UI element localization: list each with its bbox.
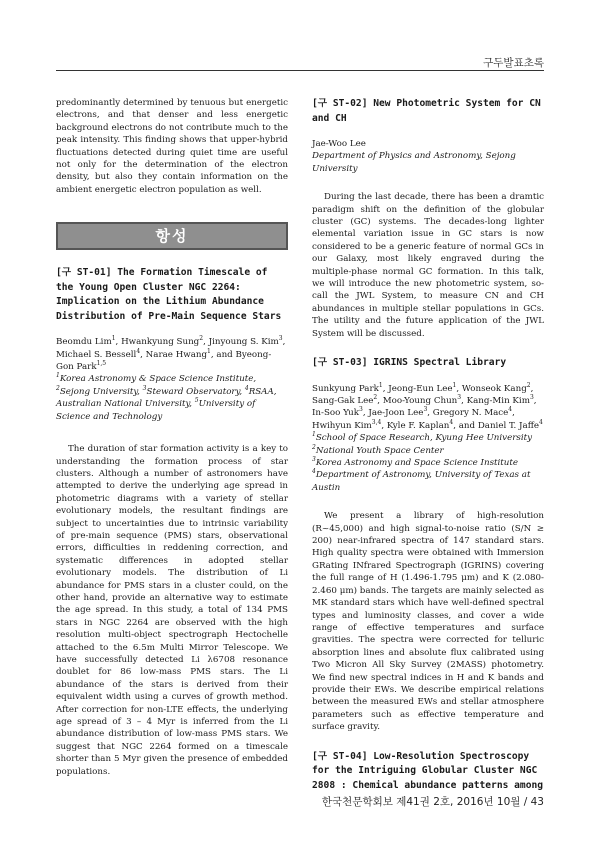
affiliation-text: School of Space Research, Kyung Hee University (315, 433, 533, 444)
author-st02: Jae-Woo Lee (312, 139, 366, 149)
author-separator: , (512, 408, 515, 419)
author-name: Beomdu Lim (56, 337, 112, 348)
affiliation-item (312, 457, 544, 469)
affiliation-text: RSAA, Australian National University, (56, 386, 277, 410)
author-separator: , (282, 337, 286, 348)
author-name: Byeong-Gon Park (56, 349, 272, 373)
author-affiliation-mark: 1 (207, 347, 211, 355)
left-column (56, 97, 288, 778)
author-affiliation-mark: 4 (539, 418, 543, 426)
affiliation-text: Korea Astronomy & Space Science Institute, (59, 374, 257, 385)
author-list-st03 (312, 383, 544, 433)
affiliation-item (56, 384, 143, 397)
author-name: Kyle F. Kaplan (386, 420, 450, 431)
author-name: Sang-Gak Lee (312, 396, 374, 406)
page-footer: 한국천문학회보 제41권 2호, 2016년 10월 / 43 (321, 796, 544, 808)
author-affiliation-mark: 1 (452, 381, 457, 389)
author-name: Michael S. Bessell (56, 349, 137, 360)
author-affiliation-mark: 3 (278, 335, 283, 343)
author-name: Moo-Young Chun (382, 396, 458, 406)
author-affiliation-mark: 3 (358, 406, 363, 414)
author-name: Gregory N. Mace (432, 408, 509, 419)
author-separator: , (456, 383, 462, 394)
affiliation-item (56, 374, 256, 384)
author-separator: , (362, 408, 369, 419)
author-name: Jeong-Eun Lee (388, 383, 453, 394)
abstract-body-st03: We present a library of high-resolution (R~45,000) and high signal-to-noise ratio (S/N ≥ 200) near-infrared spectra of 147 standard stars. High quality spectra were obtained with Immersion GRating INfrared Spectrograph (IGRINS) covering the full range of H (1.496-1.795 μm) and K (2.080-2.460 μm) bands. The targets are mainly selected as MK standard stars which have well-defined spectral types and luminosity classes, and cover a wide range of effective temperatures and surface gravities. The spectra were corrected for telluric absorption lines and absolute flux calibrated using Two Micron All Sky Survey (2MASS) photometry. We find new spectral indices in H and K bands and provide their EWs. We describe empirical relations between the measured EWs and stellar atmosphere parameters such as effective temperature and surface gravity. (312, 511, 544, 733)
author-separator: , (461, 396, 467, 406)
author-affiliation-mark: 3 (423, 406, 428, 414)
author-affiliation-mark: 1 (378, 381, 383, 389)
affiliation-mark: 2 (312, 443, 316, 451)
section-banner (56, 222, 288, 250)
affiliation-text: Department of Astronomy, University of Texas at Austin (312, 470, 531, 493)
author-affiliation-mark: 3,4 (371, 418, 382, 426)
abstract-title-st04: [구 ST-04] Low-Resolution Spectroscopy for the Intriguing Globular Cluster NGC 2808 : Chemical abundance patterns among (312, 750, 544, 791)
affiliation-text: Steward Observatory, (146, 386, 245, 397)
author-name: In-Soo Yuk (312, 408, 359, 419)
author-affiliation-mark: 2 (373, 394, 378, 402)
author-name: Sunkyung Park (312, 383, 379, 394)
author-name: Daniel T. Jaffe (477, 420, 540, 431)
continued-abstract-text: predominantly determined by tenuous but energetic electrons, and that denser and less energetic background electrons do not contribute much to the peak intensity. This finding shows that upper-hybrid fluctuations detected during quiet time are useful not only for the determination of the electron density, but also they contain information on the ambient energetic electron population as well. (56, 98, 288, 195)
author-separator: , (140, 349, 146, 360)
abstract-body-st02: During the last decade, there has been a dramtic paradigm shift on the definition of the globular cluster (GC) systems. The decades-long lighter elemental variation issue in GC stars is now considered to be a generic feature of normal GCs in our Galaxy, most likely engraved during the multiple-phase normal GC formation. In this talk, we will introduce the new photometric system, so-call the JWL System, to measure CN and CH abundances in multiple stellar populations in GCs. The utility and the future application of the JWL System will be discussed. (312, 192, 544, 339)
affiliation-mark: 1 (312, 431, 316, 439)
abstract-title-st02: [구 ST-02] New Photometric System for CN and CH (312, 98, 541, 124)
author-separator: , (530, 383, 534, 394)
author-separator: , and (210, 349, 236, 360)
author-name: Kang-Min Kim (466, 396, 530, 406)
author-separator: , (533, 396, 537, 406)
abstract-title-st01: [구 ST-01] The Formation Timescale of the Young Open Cluster NGC 2264: Implication on the Lithium Abundance Distribution of Pre-Main Sequence Stars (56, 267, 282, 322)
author-affiliation-mark: 3 (529, 394, 534, 402)
author-affiliation-mark: 2 (199, 335, 204, 343)
running-header: 구두발표초록 (483, 57, 544, 69)
author-affiliation-mark: 3 (457, 394, 462, 402)
header-rule (56, 70, 544, 71)
affiliation-item (142, 384, 245, 397)
author-list-st01 (56, 336, 288, 373)
author-affiliation-mark: 4 (449, 418, 454, 426)
author-name: Jinyoung S. Kim (208, 337, 279, 348)
affiliation-item (312, 469, 544, 494)
affiliation-mark: 5 (194, 397, 199, 405)
author-affiliation-mark: 1 (111, 335, 116, 343)
affiliation-mark: 2 (56, 384, 60, 392)
abstract-body-st01: The duration of star formation activity is a key to understanding the formation process of star clusters. Although a number of astronomers have attempted to derive the underlying age spread in photometric diagrams with a variety of stellar evolutionary models, the resultant findings are subject to uncertainties due to intrinsic variability of pre-main sequence (PMS) stars, observational errors, difficulties in reddening correction, and systematic differences in adopted stellar evolutionary models. The distribution of Li abundance for PMS stars in a cluster could, on the other hand, provide an alternative way to estimate the age spread. In this study, a total of 134 PMS stars in NGC 2264 are observed with the high resolution multi-object spectrograph Hectochelle attached to the 6.5m Multi Mirror Telescope. We have successfully detected Li λ6708 resonance doublet for 86 low-mass PMS stars. The Li abundance of the stars is derived from their equivalent width using a curves of growth method. After correction for non-LTE effects, the underlying age spread of 3 – 4 Myr is inferred from the Li abundance distribution of low-mass PMS stars. We suggest that NGC 2264 formed on a timescale shorter than 5 Myr given the presence of embedded populations. (56, 444, 288, 777)
author-separator: , (377, 396, 383, 406)
affiliation-text: Korea Astronomy and Space Science Institute (315, 458, 519, 469)
author-separator: , (115, 337, 122, 348)
author-affiliation-mark: 4 (136, 347, 141, 355)
author-separator: , (382, 383, 389, 394)
author-affiliation-mark: 1,5 (96, 360, 107, 368)
affiliation-mark: 3 (142, 384, 147, 392)
affiliation-text: University of Science and Technology (56, 399, 256, 422)
author-name: Hwankyung Sung (121, 337, 200, 348)
affiliation-st02: Department of Physics and Astronomy, Sejong University (312, 151, 516, 174)
affiliation-mark: 3 (312, 456, 316, 464)
author-name: Wonseok Kang (461, 383, 527, 394)
affiliations-st03 (312, 432, 544, 494)
affiliation-item (312, 445, 544, 457)
section-heading: 항성 (155, 227, 189, 246)
author-separator: , and (453, 420, 478, 431)
affiliation-item (312, 432, 544, 444)
affiliation-text: National Youth Space Center (315, 445, 444, 456)
author-separator: , (381, 420, 387, 431)
right-column (312, 97, 544, 793)
affiliation-text: Sejong University, (59, 386, 143, 397)
author-affiliation-mark: 4 (508, 406, 513, 414)
author-separator: , (427, 408, 433, 419)
author-affiliation-mark: 2 (526, 381, 531, 389)
author-separator: , (203, 337, 209, 348)
affiliations-st01 (56, 373, 288, 423)
author-name: Jae-Joon Lee (368, 408, 424, 419)
affiliation-mark: 4 (244, 384, 249, 392)
author-name: Narae Hwang (145, 349, 208, 360)
affiliation-mark: 1 (56, 372, 60, 380)
abstract-title-st03: [구 ST-03] IGRINS Spectral Library (312, 357, 507, 369)
affiliation-mark: 4 (312, 468, 316, 476)
author-name: Hwihyun Kim (312, 420, 372, 431)
